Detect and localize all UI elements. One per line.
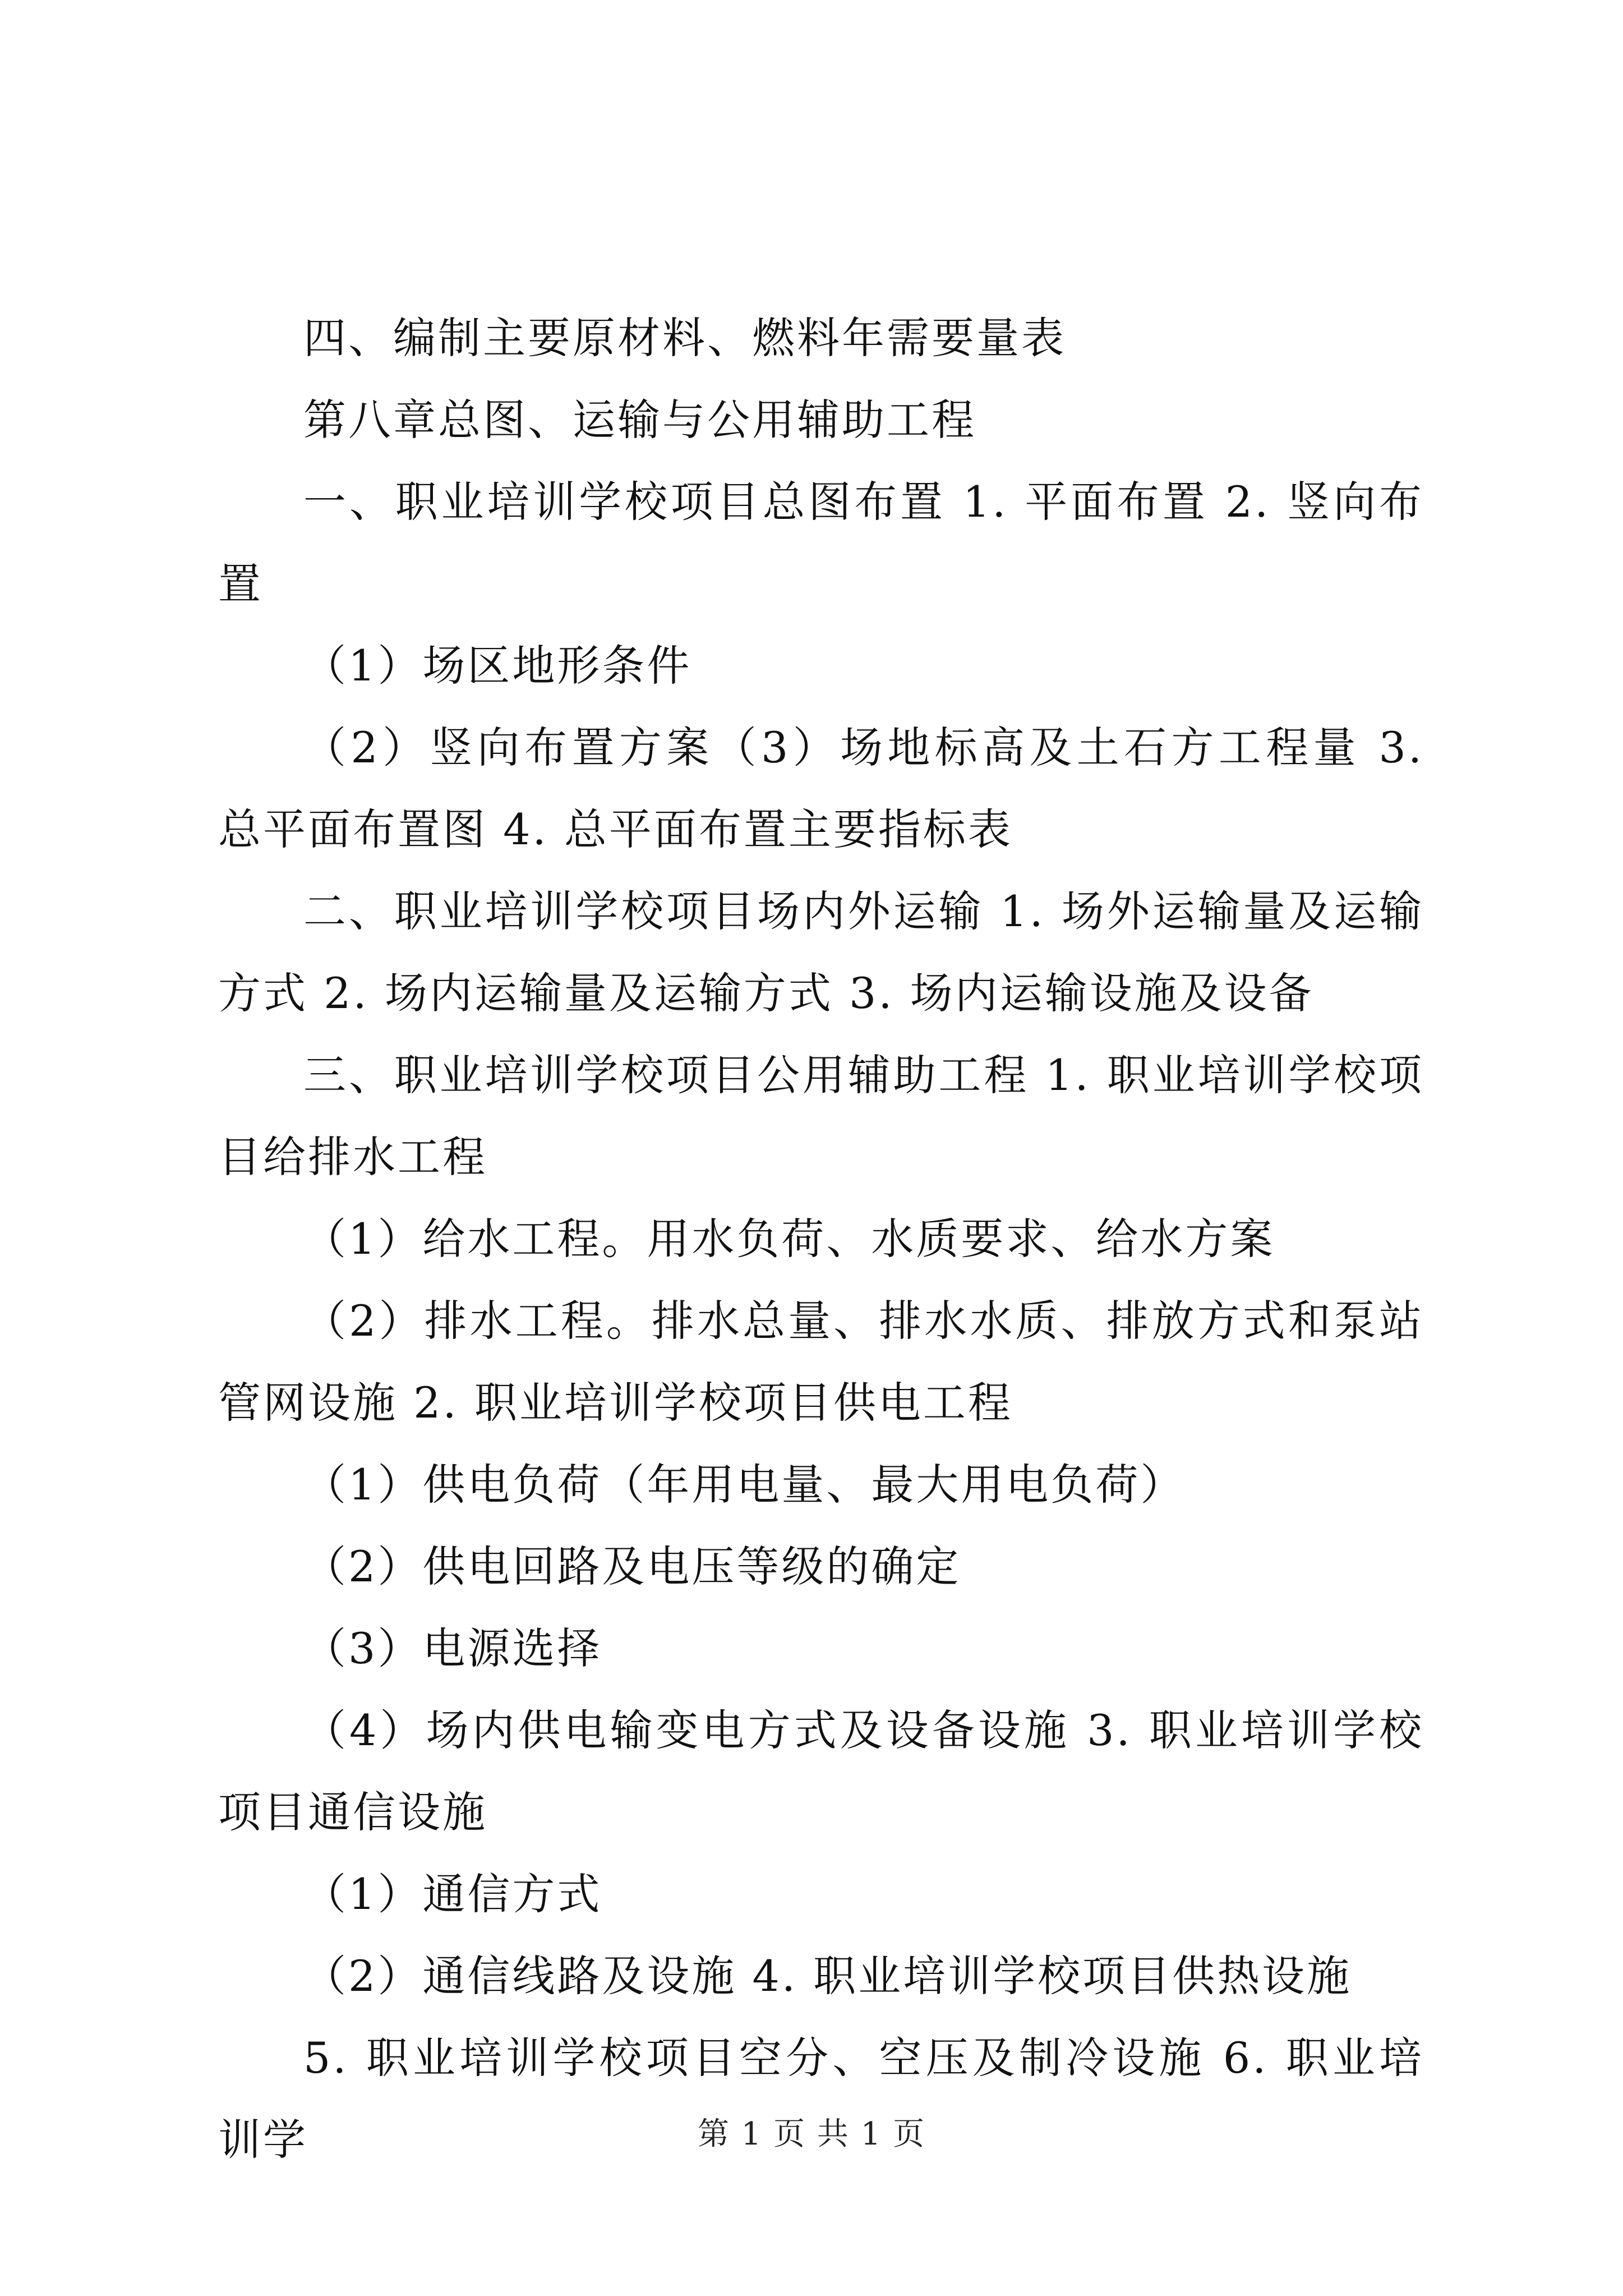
paragraph: （1）给水工程。用水负荷、水质要求、给水方案 <box>303 1214 1275 1264</box>
paragraph: （2）通信线路及设施 4. 职业培训学校项目供热设施 <box>303 1951 1352 2001</box>
paragraph: 一、职业培训学校项目总图布置 1. 平面布置 2. 竖向布置 <box>218 477 1424 609</box>
document-body <box>218 297 1424 2181</box>
paragraph: 四、编制主要原材料、燃料年需要量表 <box>303 313 1066 363</box>
paragraph: （1）场区地形条件 <box>303 641 692 691</box>
paragraph: （3）电源选择 <box>303 1623 602 1673</box>
paragraph: 三、职业培训学校项目公用辅助工程 1. 职业培训学校项目给排水工程 <box>218 1050 1424 1182</box>
paragraph: 二、职业培训学校项目场内外运输 1. 场外运输量及运输方式 2. 场内运输量及运输方式 3. 场内运输设施及设备 <box>218 886 1424 1018</box>
paragraph: （2）竖向布置方案（3）场地标高及土石方工程量 3. 总平面布置图 4. 总平面布置主要指标表 <box>218 723 1424 854</box>
page-number-footer: 第 1 页 共 1 页 <box>697 2116 926 2152</box>
paragraph: （2）排水工程。排水总量、排水水质、排放方式和泵站管网设施 2. 职业培训学校项目供电工程 <box>218 1296 1424 1428</box>
paragraph: （2）供电回路及电压等级的确定 <box>303 1542 961 1591</box>
paragraph: （1）供电负荷（年用电量、最大用电负荷） <box>303 1460 1186 1510</box>
paragraph: （1）通信方式 <box>303 1869 602 1919</box>
paragraph: 5. 职业培训学校项目空分、空压及制冷设施 6. 职业培训学 <box>218 2033 1424 2165</box>
paragraph: （4）场内供电输变电方式及设备设施 3. 职业培训学校项目通信设施 <box>218 1705 1424 1837</box>
chapter-heading: 第八章总图、运输与公用辅助工程 <box>303 395 976 445</box>
